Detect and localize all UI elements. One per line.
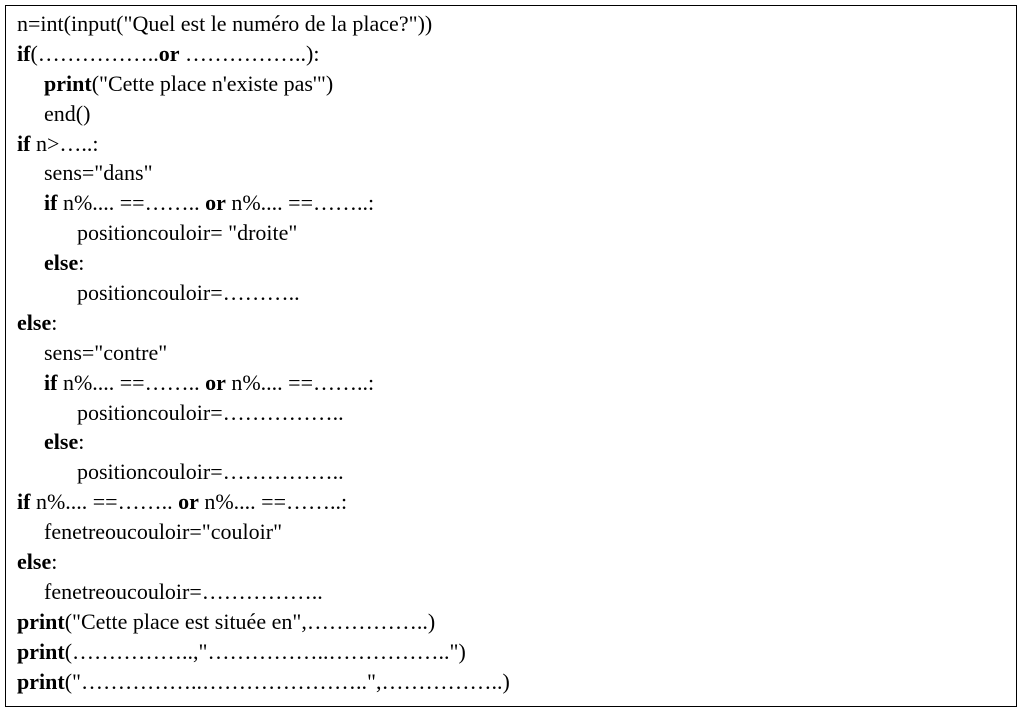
code-line bbox=[17, 547, 1016, 577]
code-text: n%.... ==…….. bbox=[57, 369, 206, 395]
code-text: ("Cette place n'existe pas'") bbox=[91, 70, 334, 96]
code-keyword: if bbox=[17, 40, 31, 66]
code-text: (…………….. bbox=[30, 40, 159, 66]
code-line bbox=[17, 308, 1016, 338]
code-keyword: print bbox=[17, 608, 65, 634]
code-line bbox=[17, 69, 1016, 99]
code-text: end() bbox=[44, 100, 91, 126]
code-line bbox=[17, 218, 1016, 248]
code-keyword: or bbox=[205, 369, 226, 395]
code-keyword: or bbox=[178, 489, 199, 515]
code-line bbox=[17, 338, 1016, 368]
code-text: positioncouloir=……….. bbox=[77, 280, 300, 306]
code-line bbox=[17, 487, 1016, 517]
code-line bbox=[17, 667, 1016, 697]
code-text: sens="dans" bbox=[44, 160, 153, 186]
code-line bbox=[17, 129, 1016, 159]
code-line bbox=[17, 9, 1016, 39]
code-text: (……………..,"……………..……………..") bbox=[64, 638, 466, 664]
code-line bbox=[17, 99, 1016, 129]
code-line bbox=[17, 368, 1016, 398]
code-keyword: else bbox=[17, 309, 52, 335]
code-text: fenetreoucouloir="couloir" bbox=[44, 519, 283, 545]
code-line bbox=[17, 398, 1016, 428]
code-keyword: print bbox=[17, 668, 65, 694]
code-line bbox=[17, 607, 1016, 637]
code-text: n%.... ==……..: bbox=[225, 190, 375, 216]
code-text: n>…..: bbox=[30, 130, 99, 156]
code-line bbox=[17, 248, 1016, 278]
code-text: n%.... ==……..: bbox=[198, 489, 348, 515]
code-text: : bbox=[78, 429, 85, 455]
code-line bbox=[17, 158, 1016, 188]
code-text: positioncouloir=…………….. bbox=[77, 399, 344, 425]
code-line bbox=[17, 278, 1016, 308]
code-line bbox=[17, 517, 1016, 547]
code-text: ……………..): bbox=[179, 40, 320, 66]
code-text: ("Cette place est située en",……………..) bbox=[64, 608, 436, 634]
code-line bbox=[17, 457, 1016, 487]
code-keyword: else bbox=[17, 549, 52, 575]
code-text: sens="contre" bbox=[44, 339, 168, 365]
code-keyword: print bbox=[44, 70, 92, 96]
code-text: : bbox=[51, 549, 58, 575]
code-text: n%.... ==……..: bbox=[225, 369, 375, 395]
code-keyword: print bbox=[17, 638, 65, 664]
code-keyword: if bbox=[17, 489, 31, 515]
code-listing bbox=[5, 5, 1017, 707]
code-text: n%.... ==…….. bbox=[57, 190, 206, 216]
code-line bbox=[17, 39, 1016, 69]
code-keyword: else bbox=[44, 429, 79, 455]
code-line bbox=[17, 427, 1016, 457]
code-keyword: or bbox=[205, 190, 226, 216]
code-text: : bbox=[78, 250, 85, 276]
code-keyword: or bbox=[158, 40, 180, 66]
code-text: : bbox=[51, 309, 58, 335]
code-text: positioncouloir=…………….. bbox=[77, 459, 344, 485]
code-text: n%.... ==…….. bbox=[30, 489, 179, 515]
code-keyword: if bbox=[44, 190, 58, 216]
code-keyword: else bbox=[44, 250, 79, 276]
code-line bbox=[17, 188, 1016, 218]
code-text: n=int(input("Quel est le numéro de la place?")) bbox=[17, 11, 433, 36]
code-keyword: if bbox=[17, 130, 31, 156]
code-line bbox=[17, 637, 1016, 667]
code-keyword: if bbox=[44, 369, 58, 395]
code-text: positioncouloir= "droite" bbox=[77, 220, 298, 246]
code-text: ("……………..…………………..",……………..) bbox=[64, 668, 510, 694]
code-line bbox=[17, 577, 1016, 607]
code-text: fenetreoucouloir=…………….. bbox=[44, 578, 323, 604]
